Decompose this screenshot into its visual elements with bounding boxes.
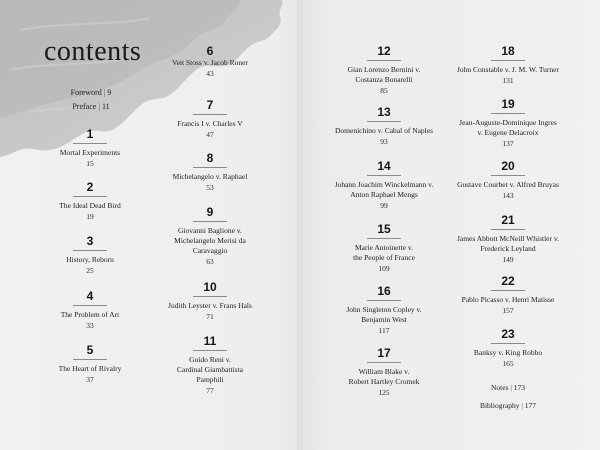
chapter-entry	[448, 97, 568, 149]
item-page: 173	[513, 383, 525, 392]
chapter-page: 37	[86, 375, 94, 384]
chapter-number: 8	[206, 151, 214, 165]
chapter-page: 149	[502, 255, 514, 264]
chapter-title-line: Giovanni Baglione v.	[178, 226, 242, 235]
chapter-number: 4	[86, 289, 94, 303]
divider	[193, 114, 227, 115]
chapter-page: 165	[502, 359, 514, 368]
chapter-title-line: History, Reborn	[66, 255, 114, 264]
chapter-entry	[30, 180, 150, 222]
chapter-number: 1	[86, 127, 94, 141]
chapter-title-line: Gustave Courbet v. Alfred Bruyas	[457, 180, 559, 189]
chapter-page: 53	[206, 183, 214, 192]
chapter-title-line: Guido Reni v.	[189, 355, 231, 364]
chapter-entry	[324, 105, 444, 147]
chapter-entry	[448, 159, 568, 201]
item-label: Foreword	[70, 88, 102, 97]
chapter-title-line: Frederick Leyland	[480, 244, 536, 253]
chapter-title-line: Mortal Experiments	[59, 148, 121, 157]
front-matter-item	[56, 102, 126, 111]
chapter-entry	[150, 98, 270, 140]
chapter-title-line: The Problem of Art	[60, 310, 120, 319]
chapter-title-line: Veit Stoss v. Jacob Roner	[172, 58, 248, 67]
chapter-entry	[448, 44, 568, 86]
chapter-title-line: Marie Antoinette v.	[354, 243, 414, 252]
chapter-entry	[30, 289, 150, 331]
chapter-title-line: Pamphili	[196, 375, 224, 384]
chapter-title-line: Costanza Bonarelli	[355, 75, 413, 84]
back-matter-item	[448, 401, 568, 411]
divider	[73, 143, 107, 144]
chapter-number: 23	[501, 327, 515, 341]
item-page: 177	[524, 401, 537, 410]
divider	[367, 300, 401, 301]
divider	[367, 238, 401, 239]
item-label: Bibliography	[479, 401, 520, 410]
chapter-number: 5	[86, 343, 94, 357]
chapter-entry	[448, 327, 568, 369]
chapter-title-line: Pablo Picasso v. Henri Matisse	[461, 295, 555, 304]
divider	[367, 60, 401, 61]
separator: |	[510, 383, 512, 392]
separator: |	[98, 102, 100, 111]
chapter-entry	[30, 127, 150, 169]
chapter-title-line: Jean-Auguste-Dominique Ingres	[459, 118, 557, 127]
chapter-title-line: Caravaggio	[192, 246, 228, 255]
chapter-page: 99	[380, 201, 388, 210]
chapter-title-line: Cardinal Giambattista	[176, 365, 244, 374]
chapter-title-line: Michelangelo Merisi da	[174, 236, 246, 245]
chapter-title-line: Anton Raphael Mengs	[350, 190, 418, 199]
chapter-title-line: William Blake v.	[358, 367, 410, 376]
chapter-page: 85	[380, 86, 388, 95]
chapter-title-line: The Heart of Rivalry	[58, 364, 122, 373]
chapter-number: 15	[377, 222, 391, 236]
chapter-title-line: Johann Joachim Winckelmann v.	[334, 180, 434, 189]
item-page: 11	[101, 102, 110, 111]
chapter-title-line: Judith Leyster v. Frans Hals	[168, 301, 252, 310]
chapter-page: 19	[86, 212, 94, 221]
chapter-entry	[324, 284, 444, 336]
chapter-number: 22	[501, 274, 515, 288]
chapter-entry	[324, 159, 444, 211]
chapter-page: 71	[206, 312, 214, 321]
divider	[193, 221, 227, 222]
chapter-entry	[448, 274, 568, 316]
chapter-number: 13	[377, 105, 391, 119]
divider	[491, 60, 525, 61]
item-page: 9	[107, 88, 112, 97]
chapter-entry	[150, 151, 270, 193]
chapter-page: 43	[206, 69, 214, 78]
chapter-number: 10	[203, 280, 217, 294]
divider	[367, 175, 401, 176]
chapter-number: 2	[86, 180, 94, 194]
right-page	[300, 0, 600, 450]
page-title: contents	[44, 36, 142, 67]
chapter-page: 117	[378, 326, 390, 335]
chapter-page: 63	[206, 257, 214, 266]
item-label: Notes	[490, 383, 509, 392]
divider	[491, 229, 525, 230]
back-matter-item	[448, 383, 568, 393]
chapter-title-line: Robert Hartley Cromek	[348, 377, 420, 386]
chapter-page: 109	[378, 264, 390, 273]
chapter-title-line: v. Eugene Delacroix	[477, 128, 539, 137]
chapter-number: 9	[206, 205, 214, 219]
chapter-number: 19	[501, 97, 515, 111]
chapter-page: 131	[502, 76, 514, 85]
chapter-entry	[448, 213, 568, 265]
chapter-title-line: John Constable v. J. M. W. Turner	[456, 65, 560, 74]
divider	[73, 359, 107, 360]
chapter-page: 125	[378, 388, 390, 397]
divider	[491, 290, 525, 291]
chapter-page: 157	[502, 306, 514, 315]
chapter-entry	[324, 44, 444, 96]
chapter-entry	[324, 222, 444, 274]
chapter-number: 16	[377, 284, 391, 298]
chapter-title-line: Benjamin West	[361, 315, 407, 324]
chapter-entry	[150, 44, 270, 79]
chapter-number: 14	[377, 159, 391, 173]
divider	[73, 250, 107, 251]
chapter-page: 25	[86, 266, 94, 275]
separator: |	[103, 88, 106, 97]
divider	[491, 343, 525, 344]
front-matter-item	[56, 88, 126, 97]
divider	[193, 350, 227, 351]
chapter-title-line: John Singleton Copley v.	[346, 305, 422, 314]
chapter-entry	[150, 280, 270, 322]
divider	[367, 362, 401, 363]
separator: |	[521, 401, 523, 410]
chapter-page: 47	[206, 130, 214, 139]
divider	[73, 305, 107, 306]
item-label: Preface	[72, 102, 97, 111]
divider	[367, 121, 401, 122]
chapter-entry	[30, 234, 150, 276]
chapter-title-line: James Abbott McNeill Whistler v.	[456, 234, 560, 243]
divider	[491, 175, 525, 176]
chapter-number: 7	[206, 98, 214, 112]
divider	[193, 167, 227, 168]
chapter-title-line: Michelangelo v. Raphael	[172, 172, 248, 181]
chapter-page: 77	[206, 386, 214, 395]
chapter-page: 143	[502, 191, 514, 200]
chapter-title-line: The Ideal Dead Bird	[59, 201, 121, 210]
chapter-entry	[30, 343, 150, 385]
chapter-number: 18	[501, 44, 515, 58]
divider	[193, 296, 227, 297]
chapter-number: 20	[501, 159, 515, 173]
chapter-number: 12	[377, 44, 391, 58]
divider	[73, 196, 107, 197]
chapter-title-line: Banksy v. King Robbo	[473, 348, 543, 357]
chapter-entry	[150, 334, 270, 396]
chapter-page: 93	[380, 137, 388, 146]
chapter-number: 21	[501, 213, 515, 227]
chapter-entry	[324, 346, 444, 398]
chapter-title-line: the People of France	[353, 253, 415, 262]
chapter-title-line: Gian Lorenzo Bernini v.	[347, 65, 421, 74]
chapter-number: 3	[86, 234, 94, 248]
divider	[491, 113, 525, 114]
chapter-page: 137	[502, 139, 514, 148]
chapter-page: 15	[86, 159, 94, 168]
chapter-title-line: Domenichino v. Cabal of Naples	[334, 126, 434, 135]
chapter-entry	[150, 205, 270, 267]
chapter-number: 11	[203, 334, 217, 348]
chapter-number: 17	[377, 346, 391, 360]
chapter-number: 6	[206, 44, 214, 58]
chapter-page: 33	[86, 321, 94, 330]
book-gutter	[298, 0, 302, 450]
chapter-title-line: Francis I v. Charles V	[177, 119, 243, 128]
